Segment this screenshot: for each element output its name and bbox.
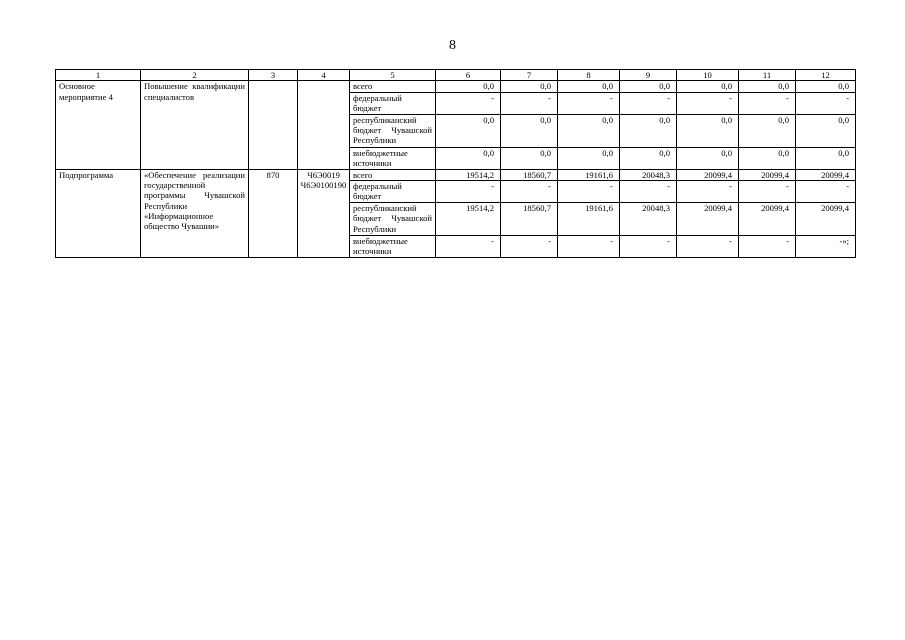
column-number-row bbox=[56, 70, 856, 81]
program-name-cell: «Обеспечение реализации государственной программы Чувашской Республики «Информационное общество Чувашии» bbox=[141, 169, 249, 257]
code-cell bbox=[298, 81, 350, 169]
value-cell: - bbox=[677, 180, 739, 202]
value-cell: 0,0 bbox=[677, 81, 739, 92]
value-cell: - bbox=[436, 92, 501, 114]
column-number: 11 bbox=[739, 70, 796, 81]
value-cell: 0,0 bbox=[739, 114, 796, 147]
value-cell: - bbox=[739, 180, 796, 202]
value-cell: 0,0 bbox=[501, 114, 558, 147]
value-cell: - bbox=[677, 235, 739, 257]
value-cell: 20048,3 bbox=[620, 169, 677, 180]
value-cell: 18560,7 bbox=[501, 169, 558, 180]
program-name-cell: Повышение квалификации специалистов bbox=[141, 81, 249, 169]
program-type-cell: Основное мероприятие 4 bbox=[56, 81, 141, 169]
value-cell: - bbox=[558, 180, 620, 202]
column-number: 3 bbox=[249, 70, 298, 81]
page-number: 8 bbox=[449, 38, 456, 53]
value-cell: - bbox=[501, 235, 558, 257]
value-cell: 20099,4 bbox=[677, 169, 739, 180]
value-cell: 0,0 bbox=[677, 147, 739, 169]
column-number: 12 bbox=[796, 70, 856, 81]
value-cell: 0,0 bbox=[558, 81, 620, 92]
value-cell: 0,0 bbox=[436, 147, 501, 169]
table-row bbox=[56, 169, 856, 180]
table-row bbox=[56, 81, 856, 92]
value-cell: - bbox=[436, 180, 501, 202]
value-cell: - bbox=[796, 92, 856, 114]
value-cell: 0,0 bbox=[739, 81, 796, 92]
column-number: 7 bbox=[501, 70, 558, 81]
value-cell: 0,0 bbox=[436, 81, 501, 92]
value-cell: 19514,2 bbox=[436, 169, 501, 180]
source-cell: внебюджетные источники bbox=[350, 235, 436, 257]
value-cell: - bbox=[677, 92, 739, 114]
source-cell: республиканский бюджет Чувашской Республики bbox=[350, 114, 436, 147]
value-cell: 19161,6 bbox=[558, 202, 620, 235]
value-cell: 20099,4 bbox=[796, 202, 856, 235]
value-cell: 20099,4 bbox=[677, 202, 739, 235]
code-cell: 870 bbox=[249, 169, 298, 257]
program-type-cell: Подпрограмма bbox=[56, 169, 141, 257]
column-number: 1 bbox=[56, 70, 141, 81]
value-cell: - bbox=[501, 92, 558, 114]
value-cell: 19514,2 bbox=[436, 202, 501, 235]
value-cell: 19161,6 bbox=[558, 169, 620, 180]
value-cell: - bbox=[558, 235, 620, 257]
column-number: 4 bbox=[298, 70, 350, 81]
source-cell: федеральный бюджет bbox=[350, 180, 436, 202]
value-cell: - bbox=[796, 180, 856, 202]
budget-table bbox=[55, 69, 856, 258]
value-cell: 0,0 bbox=[739, 147, 796, 169]
value-cell: 20048,3 bbox=[620, 202, 677, 235]
value-cell: 0,0 bbox=[620, 114, 677, 147]
value-cell: - bbox=[558, 92, 620, 114]
value-cell: 0,0 bbox=[620, 147, 677, 169]
value-cell: 0,0 bbox=[558, 147, 620, 169]
value-cell: 20099,4 bbox=[739, 202, 796, 235]
value-cell: 0,0 bbox=[677, 114, 739, 147]
value-cell: - bbox=[436, 235, 501, 257]
value-cell: - bbox=[739, 235, 796, 257]
column-number: 9 bbox=[620, 70, 677, 81]
column-number: 10 bbox=[677, 70, 739, 81]
source-cell: внебюджетные источники bbox=[350, 147, 436, 169]
value-cell: 0,0 bbox=[558, 114, 620, 147]
code-cell bbox=[298, 169, 350, 257]
value-cell: - bbox=[620, 180, 677, 202]
value-cell: 20099,4 bbox=[739, 169, 796, 180]
column-number: 2 bbox=[141, 70, 249, 81]
value-cell: 0,0 bbox=[796, 81, 856, 92]
source-cell: всего bbox=[350, 81, 436, 92]
value-cell: -»; bbox=[796, 235, 856, 257]
column-number: 6 bbox=[436, 70, 501, 81]
value-cell: 0,0 bbox=[436, 114, 501, 147]
value-cell: - bbox=[620, 92, 677, 114]
source-cell: всего bbox=[350, 169, 436, 180]
target-code: Ч6Э0019 bbox=[307, 169, 340, 180]
target-code: Ч6Э0100190 bbox=[300, 179, 347, 190]
value-cell: 0,0 bbox=[796, 114, 856, 147]
value-cell: 0,0 bbox=[796, 147, 856, 169]
value-cell: 0,0 bbox=[501, 81, 558, 92]
value-cell: - bbox=[739, 92, 796, 114]
value-cell: 20099,4 bbox=[796, 169, 856, 180]
value-cell: 0,0 bbox=[501, 147, 558, 169]
value-cell: 0,0 bbox=[620, 81, 677, 92]
source-cell: федеральный бюджет bbox=[350, 92, 436, 114]
column-number: 8 bbox=[558, 70, 620, 81]
source-cell: республиканский бюджет Чувашской Республики bbox=[350, 202, 436, 235]
value-cell: - bbox=[501, 180, 558, 202]
value-cell: - bbox=[620, 235, 677, 257]
code-cell bbox=[249, 81, 298, 169]
value-cell: 18560,7 bbox=[501, 202, 558, 235]
column-number: 5 bbox=[350, 70, 436, 81]
